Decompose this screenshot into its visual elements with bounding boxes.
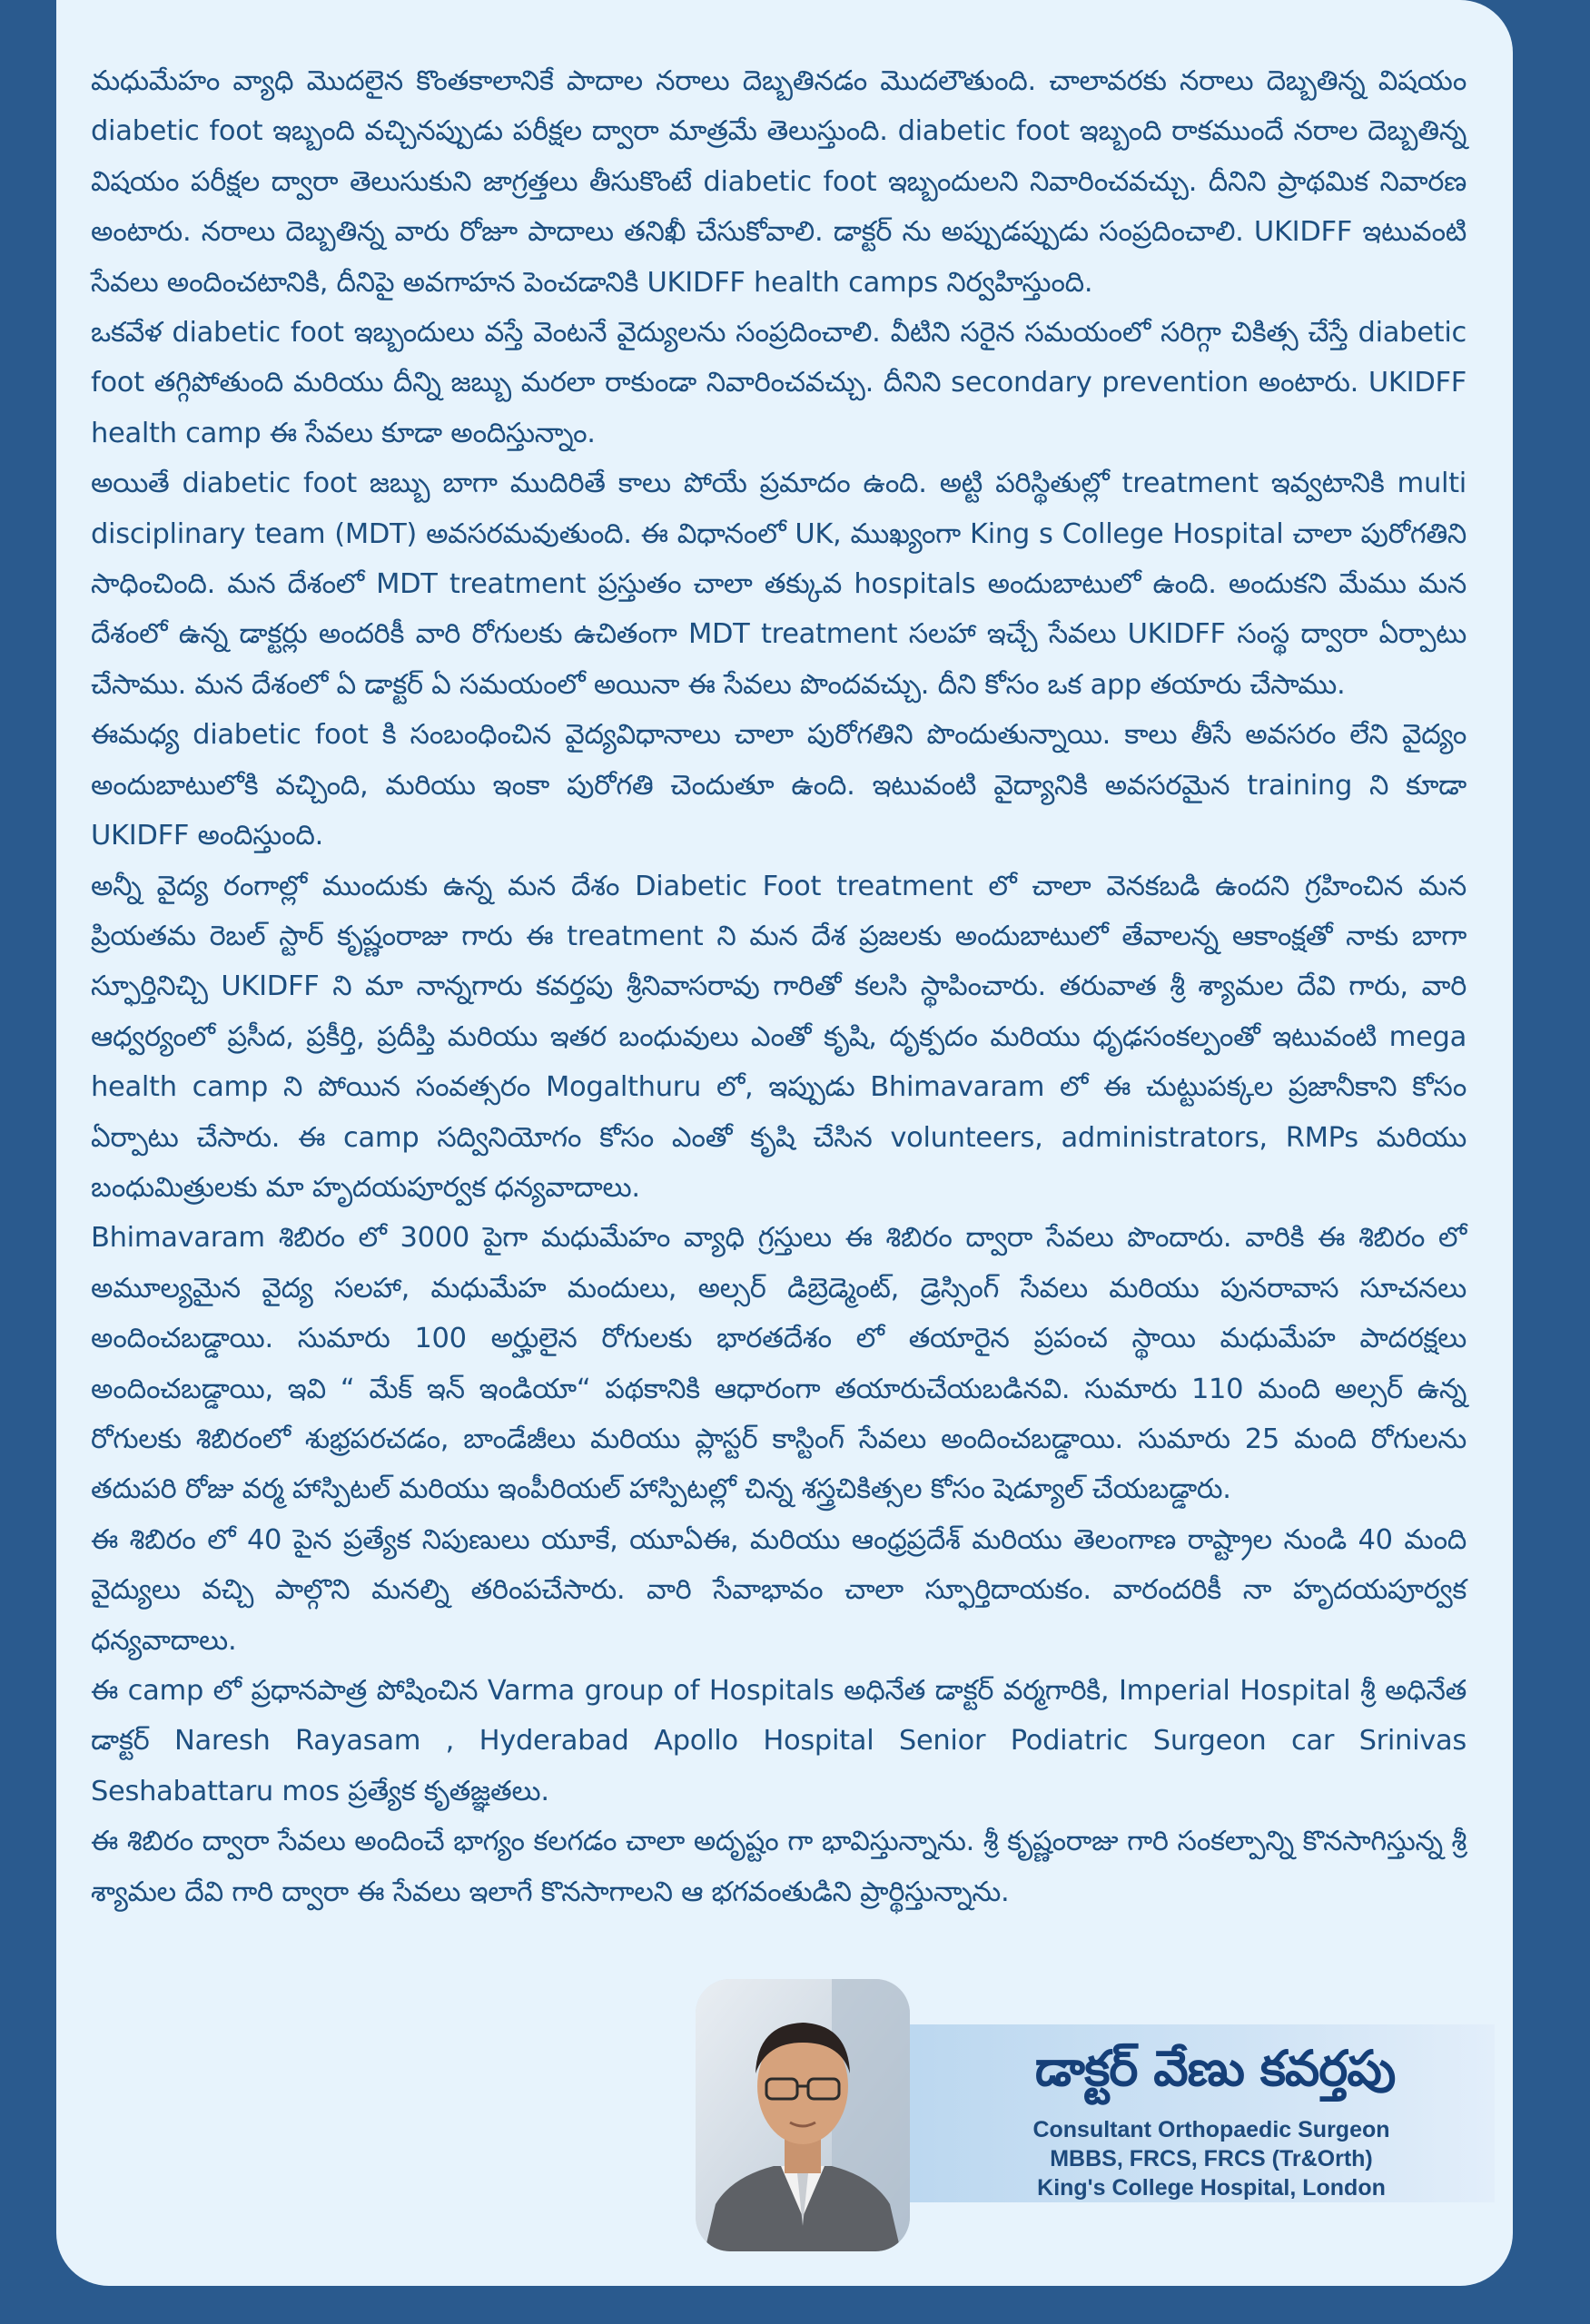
paragraph-founding: అన్నీ వైద్య రంగాల్లో ముందుకు ఉన్న మన దేశం Diabetic Foot treatment లో చాలా వెనకబడి ఉందని గ్రహించిన మన ప్రియతమ రెబల్ స్టార్ కృష్ణంరాజు గారు ఈ treatment ని మన దేశ ప్రజలకు అందుబాటులో తేవాలన్న ఆకాంక్షతో నాకు బాగా స్ఫూర్తినిచ్చి UKIDFF ని మా నాన్నగారు కవర్తపు శ్రీనివాసరావు గారితో కలసి స్థాపించారు. తరువాత శ్రీ శ్యామల దేవి గారు, వారి ఆధ్వర్యంలో ప్రసీద, ప్రకీర్తి, ప్రదీప్తి మరియు ఇతర బంధువులు ఎంతో కృషి, దృక్పదం మరియు ధృఢసంకల్పంతో ఇటువంటి mega health camp ని పోయిన సంవత్సరం Mogalthuru లో, ఇప్పుడు Bhimavaram లో ఈ చుట్టుపక్కల ప్రజానీకాని కోసం ఏర్పాటు చేసారు. ఈ camp సద్వినియోగం కోసం ఎంతో కృషి చేసిన volunteers, administrators, RMPs మరియు బంధుమిత్రులకు మా హృదయపూర్వక ధన్యవాదాలు. bbox=[91, 870, 1467, 1204]
portrait-photo-icon bbox=[696, 1979, 910, 2251]
paragraph-training: ఈమధ్య diabetic foot కి సంబంధించిన వైద్యవిధానాలు చాలా పురోగతిని పొందుతున్నాయి. కాలు తీసే అవసరం లేని వైద్యం అందుబాటులోకి వచ్చింది, మరియు ఇంకా పురోగతి చెందుతూ ఉంది. ఇటువంటి వైద్యానికి అవసరమైన training ని కూడా UKIDFF అందిస్తుంది. bbox=[91, 719, 1467, 852]
paragraph-primary-prevention: మధుమేహం వ్యాధి మొదలైన కొంతకాలానికే పాదాల నరాలు దెబ్బతినడం మొదలౌతుంది. చాలావరకు నరాలు దెబ్బతిన్న విషయం diabetic foot ఇబ్బంది వచ్చినప్పుడు పరీక్షల ద్వారా మాత్రమే తెలుస్తుంది. diabetic foot ఇబ్బంది రాకముందే నరాల దెబ్బతిన్న విషయం పరీక్షల ద్వారా తెలుసుకుని జాగ్రత్తలు తీసుకొంటే diabetic foot ఇబ్బందులని నివారించవచ్చు. దీనిని ప్రాథమిక నివారణ అంటారు. నరాలు దెబ్బతిన్న వారు రోజూ పాదాలు తనిఖీ చేసుకోవాలి. డాక్టర్ ను అప్పుడప్పుడు సంప్రదించాలి. UKIDFF ఇటువంటి సేవలు అందించటానికి, దీనిపై అవగాహన పెంచడానికి UKIDFF health camps నిర్వహిస్తుంది. bbox=[91, 65, 1467, 299]
paragraph-closing: ఈ శిబిరం ద్వారా సేవలు అందించే భాగ్యం కలగడం చాలా అదృష్టం గా భావిస్తున్నాను. శ్రీ కృష్ణంరాజు గారి సంకల్పాన్ని కొనసాగిస్తున్న శ్రీ శ్యామల దేవి గారి ద్వారా ఈ సేవలు ఇలాగే కొనసాగాలని ఆ భగవంతుడిని ప్రార్థిస్తున్నాను. bbox=[91, 1826, 1467, 1908]
paragraph-mdt-treatment: అయితే diabetic foot జబ్బు బాగా ముదిరితే కాలు పోయే ప్రమాదం ఉంది. అట్టి పరిస్థితుల్లో treatment ఇవ్వటానికి multi disciplinary team (MDT) అవసరమవుతుంది. ఈ విధానంలో UK, ముఖ్యంగా King s College Hospital చాలా పురోగతిని సాధించింది. మన దేశంలో MDT treatment ప్రస్తుతం చాలా తక్కువ hospitals అందుబాటులో ఉంది. అందుకని మేము మన దేశంలో ఉన్న డాక్టర్లు అందరికీ వారి రోగులకు ఉచితంగా MDT treatment సలహా ఇచ్చే సేవలు UKIDFF సంస్థ ద్వారా ఏర్పాటు చేసాము. మన దేశంలో ఏ డాక్టర్ ఏ సమయంలో అయినా ఈ సేవలు పొందవచ్చు. దీని కోసం ఒక app తయారు చేసాము. bbox=[91, 468, 1467, 701]
author-title: Consultant Orthopaedic Surgeon bbox=[1032, 2117, 1390, 2142]
author-photo bbox=[696, 1979, 910, 2251]
author-signature-block bbox=[696, 1979, 1495, 2251]
author-name: డాక్టర్ వేణు కవర్తపు bbox=[1034, 2039, 1396, 2097]
paragraph-camp-results: Bhimavaram శిబిరం లో 3000 పైగా మధుమేహం వ్యాధి గ్రస్తులు ఈ శిబిరం ద్వారా సేవలు పొందారు. వారికి ఈ శిబిరం లో అమూల్యమైన వైద్య సలహా, మధుమేహ మందులు, అల్సర్ డిబ్రెడ్మెంట్, డ్రెస్సింగ్ సేవలు మరియు పునరావాస సూచనలు అందించబడ్డాయి. సుమారు 100 అర్హులైన రోగులకు భారతదేశం లో తయారైన ప్రపంచ స్థాయి మధుమేహ పాదరక్షలు అందించబడ్డాయి, ఇవి “ మేక్ ఇన్ ఇండియా“ పథకానికి ఆధారంగా తయారుచేయబడినవి. సుమారు 110 మంది అల్సర్ ఉన్న రోగులకు శిబిరంలో శుభ్రపరచడం, బాండేజీలు మరియు ప్లాస్టర్ కాస్టింగ్ సేవలు అందించబడ్డాయి. సుమారు 25 మంది రోగులను తదుపరి రోజు వర్మ హాస్పిటల్ మరియు ఇంపీరియల్ హాస్పిటల్లో చిన్న శస్త్రచికిత్సల కోసం షెడ్యూల్ చేయబడ్డారు. bbox=[91, 1222, 1467, 1506]
paragraph-specialists: ఈ శిబిరం లో 40 పైన ప్రత్యేక నిపుణులు యూకే, యూఏఈ, మరియు ఆంధ్రప్రదేశ్ మరియు తెలంగాణ రాష్ట్రాల నుండి 40 మంది వైద్యులు వచ్చి పాల్గొని మనల్ని తరింపచేసారు. వారి సేవాభావం చాలా స్ఫూర్తిదాయకం. వారందరికీ నా హృదయపూర్వక ధన్యవాదాలు. bbox=[91, 1523, 1467, 1657]
paragraph-acknowledgements: ఈ camp లో ప్రధానపాత్ర పోషించిన Varma group of Hospitals అధినేత డాక్టర్ వర్మగారికి, Imperial Hospital శ్రీ అధినేత డాక్టర్ Naresh Rayasam , Hyderabad Apollo Hospital Senior Podiatric Surgeon car Srinivas Seshabattaru mos ప్రత్యేక కృతజ్ఞతలు. bbox=[91, 1675, 1467, 1807]
author-affiliation: King's College Hospital, London bbox=[1037, 2175, 1386, 2201]
author-degrees: MBBS, FRCS, FRCS (Tr&Orth) bbox=[1050, 2146, 1373, 2171]
paragraph-secondary-prevention: ఒకవేళ diabetic foot ఇబ్బందులు వస్తే వెంటనే వైద్యులను సంప్రదించాలి. వీటిని సరైన సమయంలో సరిగ్గా చికిత్స చేస్తే diabetic foot తగ్గిపోతుంది మరియు దీన్ని జబ్బు మరలా రాకుండా నివారించవచ్చు. దీనిని secondary prevention అంటారు. UKIDFF health camp ఈ సేవలు కూడా అందిస్తున్నాం. bbox=[91, 317, 1467, 449]
article-body bbox=[91, 56, 1467, 1935]
